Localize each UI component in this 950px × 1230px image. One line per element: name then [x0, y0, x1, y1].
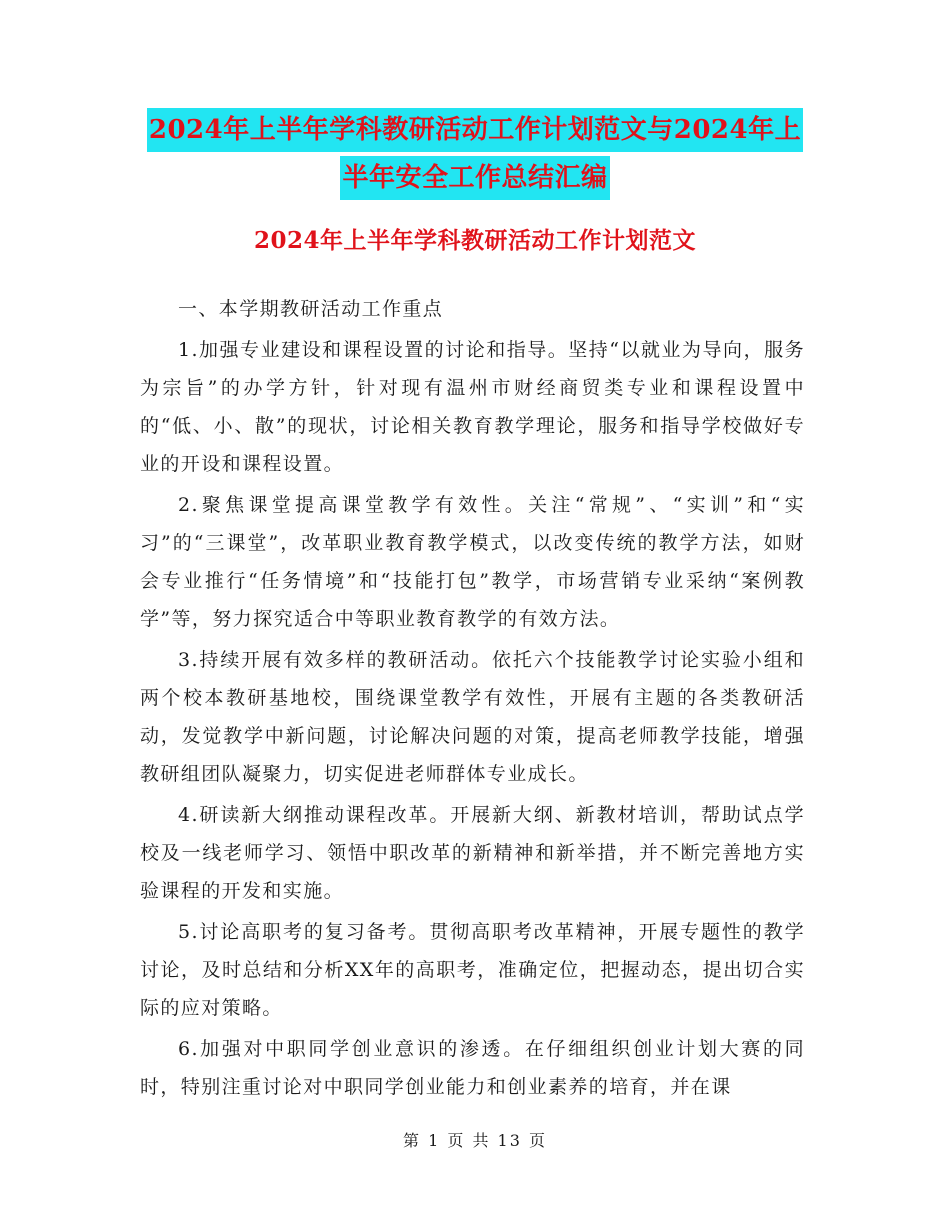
paragraph: 6.加强对中职同学创业意识的渗透。在仔细组织创业计划大赛的同时，特别注重讨论对中职同学创业能力和创业素养的培育，并在课	[140, 1038, 805, 1098]
section-heading: 2024年上半年学科教研活动工作计划范文	[253, 227, 696, 254]
paragraph: 4.研读新大纲推动课程改革。开展新大纲、新教材培训，帮助试点学校及一线老师学习、领悟中职改革的新精神和新举措，并不断完善地方实验课程的开发和实施。	[140, 804, 805, 902]
paragraph: 1.加强专业建设和课程设置的讨论和指导。坚持“以就业为导向，服务为宗旨”的办学方针，针对现有温州市财经商贸类专业和课程设置中的“低、小、散”的现状，讨论相关教育教学理论，服务和指导学校做好专业的开设和课程设置。	[140, 339, 805, 475]
paragraph: 3.持续开展有效多样的教研活动。依托六个技能教学讨论实验小组和两个校本教研基地校，围绕课堂教学有效性，开展有主题的各类教研活动，发觉教学中新问题，讨论解决问题的对策，提高老师教学技能，增强教研组团队凝聚力，切实促进老师群体专业成长。	[140, 649, 805, 785]
paragraph: 一、本学期教研活动工作重点	[178, 298, 444, 320]
title-line-1: 2024年上半年学科教研活动工作计划范文与2024年上	[147, 108, 803, 152]
page-footer: 第 1 页 共 13 页	[403, 1131, 547, 1150]
paragraph: 5.讨论高职考的复习备考。贯彻高职考改革精神，开展专题性的教学讨论，及时总结和分析XX年的高职考，准确定位，把握动态，提出切合实际的应对策略。	[140, 921, 805, 1019]
title-line-2: 半年安全工作总结汇编	[340, 156, 609, 200]
paragraph: 2.聚焦课堂提高课堂教学有效性。关注“常规”、“实训”和“实习”的“三课堂”，改革职业教育教学模式，以改变传统的教学方法，如财会专业推行“任务情境”和“技能打包”教学，市场营销专业采纳“案例教学”等，努力探究适合中等职业教育教学的有效方法。	[140, 494, 805, 630]
body-text	[140, 290, 805, 1109]
document-title	[0, 108, 950, 204]
